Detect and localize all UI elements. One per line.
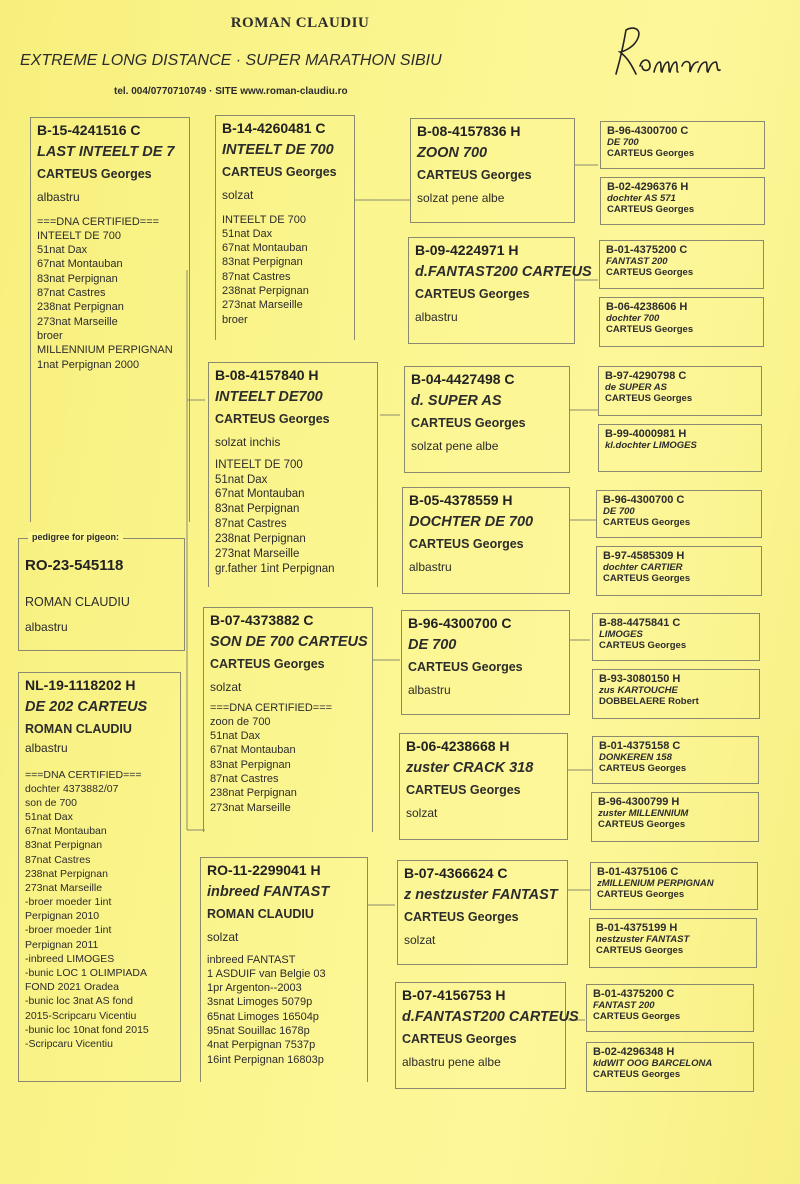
breeder-name: CARTEUS Georges [404,910,519,925]
breeder-name: DOBBELAERE Robert [599,695,699,707]
pigeon-name: d. SUPER AS [411,392,502,409]
gen4-card [598,366,762,416]
plumage-color: albastru [37,190,80,205]
ring-number: B-99-4000981 H [605,428,687,440]
ring-number: B-93-3080150 H [599,673,681,685]
great-grandparent-card [399,733,568,840]
plumage-color: albastru [408,683,451,698]
plumage-color: solzat pene albe [411,439,499,454]
gen4-card [592,613,760,661]
breeder-name: CARTEUS Georges [605,392,693,404]
ring-number: B-07-4366624 C [404,865,508,881]
sire-card [30,117,190,522]
pigeon-name: inbreed FANTAST [207,883,330,900]
subject-ring-number: RO-23-545118 [25,557,124,574]
ring-number: B-97-4585309 H [603,550,685,562]
breeder-name: CARTEUS Georges [606,323,694,335]
ring-number: B-05-4378559 H [409,492,513,508]
breeder-name: CARTEUS Georges [411,416,526,431]
plumage-color: solzat [210,680,242,695]
grandparent-card [200,857,368,1082]
pigeon-name: kldWIT OOG BARCELONA [593,1057,713,1069]
breeder-name: CARTEUS Georges [402,1032,517,1047]
gen4-card [592,736,759,784]
breeder-name: CARTEUS Georges [408,660,523,675]
ring-number: B-96-4300799 H [598,796,680,808]
pigeon-name: ZOON 700 [417,144,488,161]
ring-number: B-09-4224971 H [415,242,519,258]
ring-number: B-97-4290798 C [605,370,687,382]
ring-number: B-01-4375200 C [606,244,688,256]
breeder-name: CARTEUS Georges [607,147,695,159]
breeder-name: CARTEUS Georges [409,537,524,552]
breeder-name: CARTEUS Georges [417,168,532,183]
plumage-color: albastru [415,310,458,325]
pedigree-notes: ===DNA CERTIFIED=== dochter 4373882/07 son de 700 51nat Dax 67nat Montauban 83nat Perpignan 87nat Castres 238nat Perpignan 273nat Marseille -broer moeder 1int Perpignan 2010 -broer moeder 1int Perpignan 2011 -inbreed LIMOGES -bunic LOC 1 OLIMPIADA FOND 2021 Oradea -bunic loc 3nat AS fond 2015-Scripcaru Vicentiu -bunic loc 10nat fond 2015 -Scripcaru Vicentiu [25,768,149,1050]
pigeon-name: FANTAST 200 [606,255,668,267]
great-grandparent-card [410,118,575,223]
breeder-name: CARTEUS Georges [222,165,337,180]
ring-number: B-07-4156753 H [402,987,506,1003]
pigeon-name: nestzuster FANTAST [596,933,690,945]
gen4-card [600,177,765,225]
breeder-name: CARTEUS Georges [415,287,530,302]
plumage-color: albastru pene albe [402,1055,501,1070]
gen4-card [598,424,762,472]
pedigree-label: pedigree for pigeon: [28,532,123,542]
breeder-header-name: ROMAN CLAUDIU [230,15,370,31]
pigeon-name: de SUPER AS [605,381,667,393]
pigeon-name: INTEELT DE700 [215,388,323,405]
pigeon-name: zMILLENIUM PERPIGNAN [597,877,714,889]
ring-number: B-96-4300700 C [603,494,685,506]
gen4-card [599,297,764,347]
grandparent-card [203,607,373,832]
breeder-name: CARTEUS Georges [593,1010,681,1022]
pigeon-name: LIMOGES [599,628,643,640]
ring-number: B-96-4300700 C [408,615,512,631]
pigeon-name: DONKEREN 158 [599,751,672,763]
ring-number: B-96-4300700 C [607,125,689,137]
ring-number: B-01-4375199 H [596,922,678,934]
subject-breeder: ROMAN CLAUDIU [25,595,130,609]
ring-number: B-08-4157840 H [215,367,319,383]
breeder-name: CARTEUS Georges [599,762,687,774]
ring-number: B-01-4375158 C [599,740,681,752]
ring-number: B-88-4475841 C [599,617,681,629]
breeder-name: CARTEUS Georges [603,572,691,584]
gen4-card [600,121,765,169]
breeder-name: ROMAN CLAUDIU [25,722,132,737]
plumage-color: solzat inchis [215,435,281,450]
subject-color: albastru [25,620,68,634]
great-grandparent-card [408,237,592,344]
ring-number: B-01-4375106 C [597,866,679,878]
ring-number: B-14-4260481 C [222,120,326,136]
breeder-name: CARTEUS Georges [596,944,684,956]
gen4-card [599,240,764,289]
pigeon-name: zuster MILLENNIUM [598,807,689,819]
pigeon-name: LAST INTEELT DE 7 [37,143,175,160]
pigeon-name: dochter 700 [606,312,660,324]
pigeon-name: DE 700 [607,136,639,148]
pigeon-name: d.FANTAST200 CARTEUS [402,1008,579,1025]
great-grandparent-card [402,487,570,594]
ring-number: RO-11-2299041 H [207,862,321,878]
subject-pigeon-card [18,538,185,651]
pigeon-name: z nestzuster FANTAST [404,886,558,903]
plumage-color: solzat [207,930,239,945]
grandparent-card [208,362,378,587]
pigeon-name: d.FANTAST200 CARTEUS [415,263,592,280]
pigeon-name: zus KARTOUCHE [599,684,678,696]
pigeon-name: DE 202 CARTEUS [25,698,148,715]
pedigree-notes: INTEELT DE 700 51nat Dax 67nat Montauban 83nat Perpignan 87nat Castres 238nat Perpignan 273nat Marseille gr.father 1int Perpignan [215,458,335,576]
great-grandparent-card [397,860,568,965]
grandparent-card [215,115,355,340]
pigeon-name: dochter CARTIER [603,561,683,573]
gen4-card [589,918,757,968]
ring-number: B-02-4296376 H [607,181,689,193]
breeder-name: CARTEUS Georges [599,639,687,651]
pigeon-name: kl.dochter LIMOGES [605,439,697,451]
ring-number: NL-19-1118202 H [25,677,136,693]
plumage-color: solzat [222,188,254,203]
ring-number: B-08-4157836 H [417,123,521,139]
pigeon-name: DOCHTER DE 700 [409,513,534,530]
breeder-name: CARTEUS Georges [597,888,685,900]
breeder-name: CARTEUS Georges [210,657,325,672]
pedigree-notes: inbreed FANTAST 1 ASDUIF van Belgie 03 1pr Argenton--2003 3snat Limoges 5079p 65nat Limoges 16504p 95nat Souillac 1678p 4nat Perpignan 7537p 16int Perpignan 16803p [207,953,326,1066]
ring-number: B-06-4238668 H [406,738,510,754]
pedigree-notes: ===DNA CERTIFIED=== zoon de 700 51nat Dax 67nat Montauban 83nat Perpignan 87nat Castres 238nat Perpignan 273nat Marseille [210,701,333,814]
breeder-name: ROMAN CLAUDIU [207,907,314,922]
gen4-card [586,984,754,1032]
gen4-card [591,792,759,842]
pigeon-name: zuster CRACK 318 [406,759,534,776]
gen4-card [596,546,762,596]
event-title: EXTREME LONG DISTANCE · SUPER MARATHON SIBIU [20,52,442,69]
breeder-name: CARTEUS Georges [603,516,691,528]
plumage-color: solzat [406,806,438,821]
gen4-card [586,1042,754,1092]
pigeon-name: DE 700 [408,636,457,653]
gen4-card [592,669,760,719]
pigeon-name: dochter AS 571 [607,192,676,204]
plumage-color: albastru [409,560,452,575]
ring-number: B-01-4375200 C [593,988,675,1000]
breeder-name: CARTEUS Georges [607,203,695,215]
breeder-name: CARTEUS Georges [406,783,521,798]
great-grandparent-card [404,366,570,473]
plumage-color: solzat pene albe [417,191,505,206]
pigeon-name: INTEELT DE 700 [222,141,334,158]
ring-number: B-02-4296348 H [593,1046,675,1058]
pigeon-name: SON DE 700 CARTEUS [210,633,368,650]
ring-number: B-07-4373882 C [210,612,314,628]
breeder-name: CARTEUS Georges [598,818,686,830]
breeder-name: CARTEUS Georges [593,1068,681,1080]
breeder-name: CARTEUS Georges [215,412,330,427]
breeder-name: CARTEUS Georges [37,167,152,182]
pedigree-notes: ===DNA CERTIFIED=== INTEELT DE 700 51nat Dax 67nat Montauban 83nat Perpignan 87nat Castres 238nat Perpignan 273nat Marseille broer MILLENNIUM PERPIGNAN 1nat Perpignan 2000 [37,215,173,371]
dam-card [18,672,181,1082]
gen4-card [596,490,762,538]
ring-number: B-15-4241516 C [37,122,141,138]
plumage-color: solzat [404,933,436,948]
plumage-color: albastru [25,741,68,756]
great-grandparent-card [401,610,570,715]
pigeon-name: FANTAST 200 [593,999,655,1011]
ring-number: B-04-4427498 C [411,371,515,387]
gen4-card [590,862,758,910]
pedigree-notes: INTEELT DE 700 51nat Dax 67nat Montauban 83nat Perpignan 87nat Castres 238nat Perpignan 273nat Marseille broer [222,213,309,326]
contact-line: tel. 004/0770710749 · SITE www.roman-claudiu.ro [114,86,348,97]
pigeon-name: DE 700 [603,505,635,517]
great-grandparent-card [395,982,579,1089]
breeder-name: CARTEUS Georges [606,266,694,278]
ring-number: B-06-4238606 H [606,301,688,313]
